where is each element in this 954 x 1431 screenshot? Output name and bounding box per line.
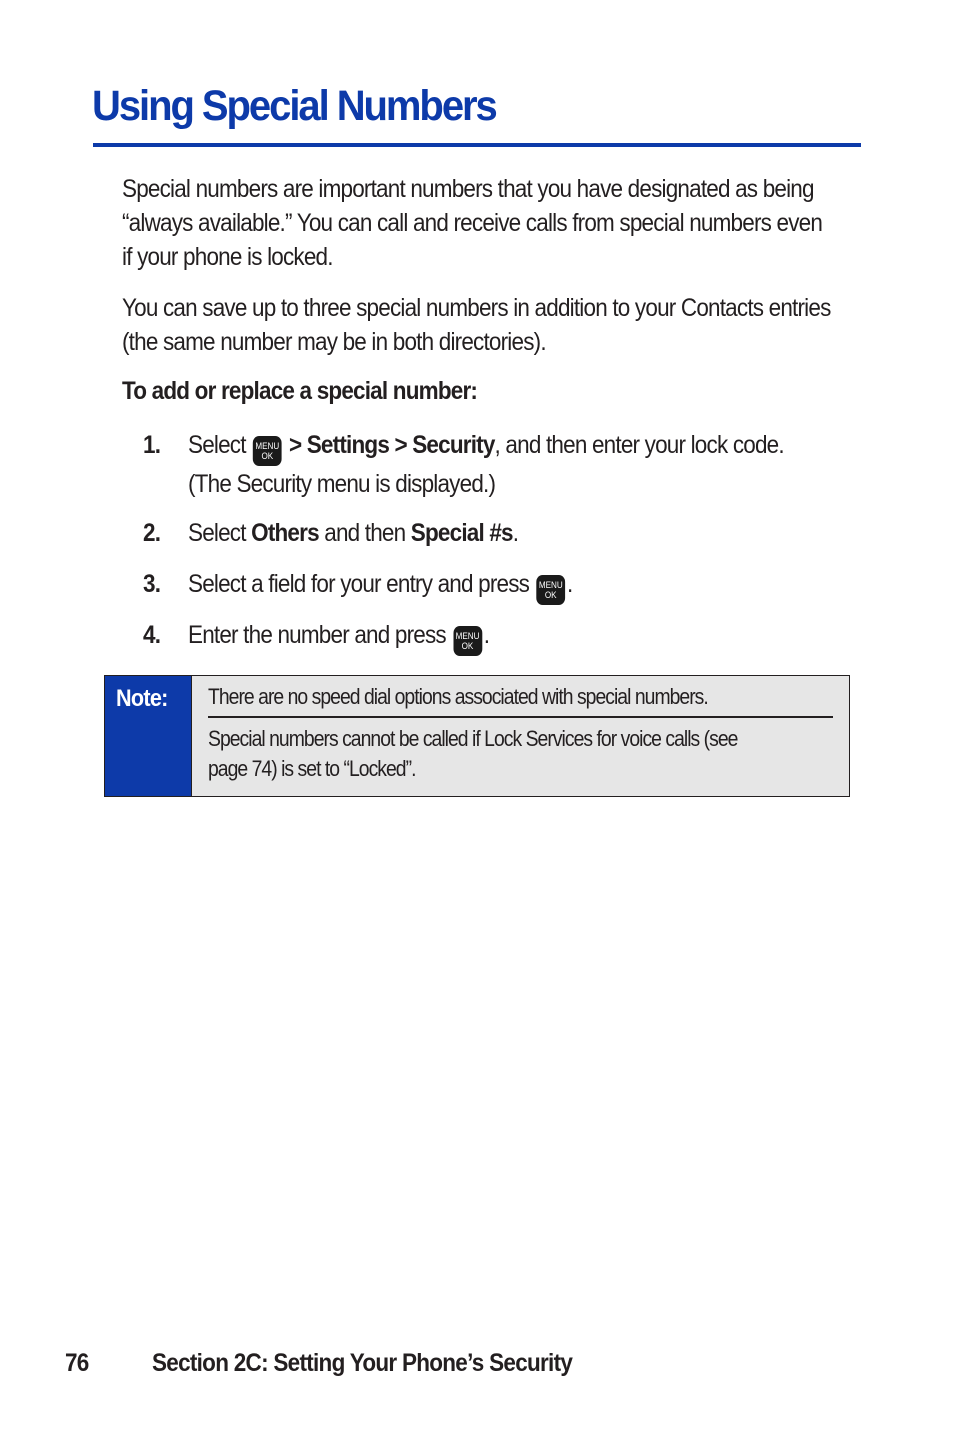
title-rule	[93, 143, 861, 147]
menu-ok-key-icon: MENU OK	[253, 436, 282, 466]
procedure-heading: To add or replace a special number:	[122, 377, 478, 405]
step-menu-item-others: Others	[251, 519, 319, 547]
step-text: .	[483, 621, 490, 649]
note-label-cell	[105, 676, 192, 796]
capacity-line-1: You can save up to three special numbers in addition to your Contacts entries	[122, 294, 831, 322]
step-number: 3.	[143, 570, 161, 598]
page-number: 76	[65, 1349, 89, 1377]
intro-line-1: Special numbers are important numbers that you have designated as being	[122, 175, 814, 203]
step-text: .	[566, 570, 573, 598]
step-4	[143, 617, 489, 656]
step-1	[143, 427, 784, 502]
note-label: Note:	[116, 685, 168, 712]
note-divider	[208, 716, 833, 718]
note-text-1: There are no speed dial options associated with special numbers.	[208, 684, 708, 709]
step-text: Select a field for your entry and press	[188, 570, 535, 598]
step-menu-path: > Settings > Security	[288, 431, 495, 459]
step-text: Select	[188, 519, 252, 547]
section-footer: Section 2C: Setting Your Phone’s Security	[152, 1349, 573, 1377]
step-text: .	[512, 519, 519, 547]
menu-ok-key-icon: MENU OK	[453, 626, 482, 656]
note-text-2: Special numbers cannot be called if Lock Services for voice calls (see page 74) is set to “Locked”.	[208, 726, 738, 781]
step-text: Enter the number and press	[188, 621, 452, 649]
page-title: Using Special Numbers	[92, 82, 496, 130]
step-3	[143, 566, 572, 605]
intro-line-3: if your phone is locked.	[122, 243, 333, 271]
step-number: 1.	[143, 431, 161, 459]
intro-paragraph	[122, 172, 860, 274]
step-number: 4.	[143, 621, 161, 649]
capacity-paragraph	[122, 291, 860, 359]
step-number: 2.	[143, 519, 161, 547]
capacity-line-2: (the same number may be in both directories).	[122, 328, 546, 356]
step-2	[143, 515, 518, 551]
intro-line-2: “always available.” You can call and receive calls from special numbers even	[122, 209, 823, 237]
step-text: and then	[318, 519, 411, 547]
menu-ok-key-icon: MENU OK	[536, 575, 565, 605]
step-text: Select	[188, 431, 252, 459]
step-text-continued: (The Security menu is displayed.)	[188, 470, 496, 498]
note-box	[104, 675, 850, 797]
step-menu-item-special: Special #s	[410, 519, 513, 547]
step-text: , and then enter your lock code.	[494, 431, 784, 459]
